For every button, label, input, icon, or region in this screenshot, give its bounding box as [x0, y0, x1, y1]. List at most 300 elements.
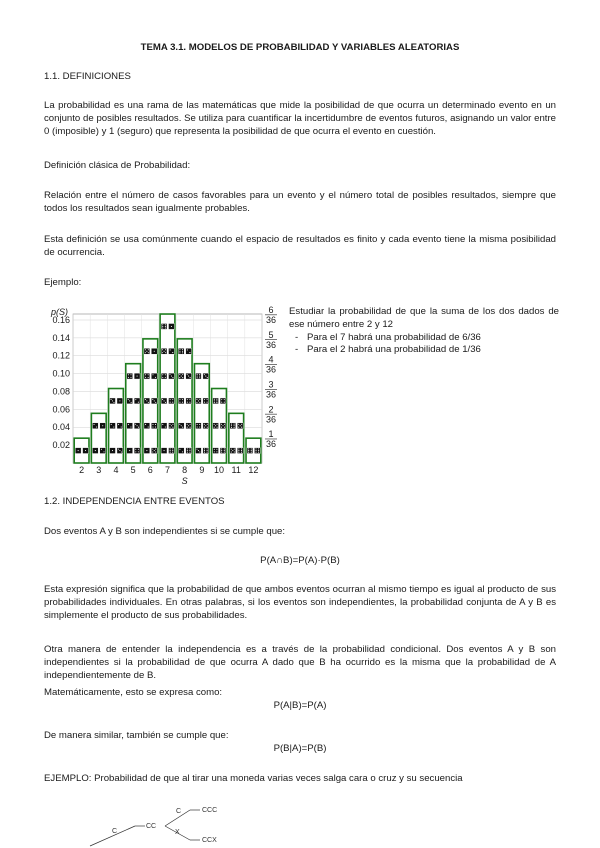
die-pip [221, 450, 222, 451]
die-face [134, 448, 140, 454]
die-pip [172, 402, 173, 403]
die-pip [248, 448, 249, 449]
die-face [220, 448, 226, 454]
right-fraction-num: 6 [268, 305, 274, 316]
die-face [237, 448, 243, 454]
die-pip [128, 424, 129, 425]
die-pip [216, 399, 217, 400]
die-pip [145, 374, 146, 375]
y-tick-label: 0.10 [52, 368, 70, 379]
die-pip [224, 450, 225, 451]
die-pip [214, 424, 215, 425]
die-pip [197, 377, 198, 378]
die-pip [154, 400, 155, 401]
die-pip [129, 450, 130, 451]
die-pip [165, 326, 166, 327]
example-bullet-2: - Para el 2 habrá una probabilidad de 1/36 [289, 344, 569, 357]
die-pip [214, 427, 215, 428]
die-pip [111, 424, 112, 425]
die-pip [170, 450, 171, 451]
die-pip [119, 450, 120, 451]
die-face [178, 398, 184, 404]
die-pip [221, 399, 222, 400]
die-pip [188, 376, 189, 377]
die-pip [241, 450, 242, 451]
die-pip [199, 402, 200, 403]
die-pip [164, 450, 165, 451]
die-pip [155, 427, 156, 428]
die-pip [221, 452, 222, 453]
bar-11 [229, 413, 244, 463]
die-pip [165, 374, 166, 375]
die-pip [222, 425, 223, 426]
die-pip [197, 376, 198, 377]
die-pip [121, 427, 122, 428]
paragraph-conditional-probability: Otra manera de entender la independencia es a través de la probabilidad condicional. Dos eventos A y B son independientes si la probabilidad de que ocurra A dado que B ha ocurrido es la misma que la probabilidad de A independientemente de B. [44, 644, 556, 681]
die-pip [121, 452, 122, 453]
die-pip [170, 402, 171, 403]
die-face [161, 373, 167, 379]
die-pip [137, 425, 138, 426]
die-pip [199, 399, 200, 400]
die-pip [221, 402, 222, 403]
x-tick-label: 6 [147, 465, 153, 475]
die-pip [238, 427, 239, 428]
die-pip [162, 328, 163, 329]
example-bullet-7: - Para el 7 habrá una probabilidad de 6/36 [289, 332, 569, 345]
die-pip [216, 451, 217, 452]
tree-label-c1: C [112, 828, 118, 835]
die-pip [154, 351, 155, 352]
die-pip [146, 450, 147, 451]
right-fraction-den: 36 [265, 339, 277, 350]
paragraph-independence-condition: Dos eventos A y B son independientes si se cumple que: [44, 526, 286, 537]
die-pip [204, 399, 205, 400]
die-pip [187, 427, 188, 428]
paragraph-finite-space: Esta definición se usa comúnmente cuando el espacio de resultados es finito y cada evento tiene la misma posibilidad de ocurrencia. [44, 234, 556, 258]
die-pip [85, 450, 86, 451]
die-pip [128, 374, 129, 375]
die-pip [216, 400, 217, 401]
die-pip [181, 376, 182, 377]
paragraph-similarly: De manera similar, también se cumple que: [44, 730, 229, 741]
y-tick-label: 0.02 [52, 440, 70, 451]
die-pip [172, 352, 173, 353]
die-pip [256, 450, 257, 451]
die-pip [162, 326, 163, 327]
die-pip [204, 452, 205, 453]
die-pip [187, 349, 188, 350]
die-pip [148, 377, 149, 378]
die-pip [179, 352, 180, 353]
die-pip [207, 424, 208, 425]
die-face [186, 348, 192, 354]
die-pip [199, 377, 200, 378]
die-pip [179, 424, 180, 425]
die-pip [256, 448, 257, 449]
die-pip [204, 424, 205, 425]
section-heading-independencia: 1.2. INDEPENDENCIA ENTRE EVENTOS [44, 496, 225, 507]
bar-3 [91, 413, 106, 463]
die-pip [258, 452, 259, 453]
paragraph-classic-definition-heading: Definición clásica de Probabilidad: [44, 160, 191, 171]
die-face [186, 448, 192, 454]
die-pip [214, 451, 215, 452]
die-pip [189, 402, 190, 403]
die-pip [135, 449, 136, 450]
die-pip [182, 349, 183, 350]
die-pip [179, 351, 180, 352]
document-title: TEMA 3.1. MODELOS DE PROBABILIDAD Y VARIABLES ALEATORIAS [140, 42, 460, 53]
die-pip [118, 424, 119, 425]
die-pip [148, 402, 149, 403]
die-pip [224, 402, 225, 403]
die-pip [169, 424, 170, 425]
die-pip [172, 427, 173, 428]
die-pip [188, 425, 189, 426]
die-pip [162, 377, 163, 378]
die-pip [221, 427, 222, 428]
die-pip [217, 424, 218, 425]
die-face [100, 448, 106, 454]
die-pip [138, 451, 139, 452]
x-tick-label: 8 [182, 465, 188, 475]
die-pip [240, 425, 241, 426]
die-face [186, 398, 192, 404]
die-face [161, 323, 167, 329]
die-pip [238, 424, 239, 425]
die-pip [148, 374, 149, 375]
die-pip [231, 427, 232, 428]
die-pip [182, 352, 183, 353]
die-pip [234, 424, 235, 425]
die-pip [197, 374, 198, 375]
die-pip [129, 400, 130, 401]
die-pip [217, 427, 218, 428]
die-pip [199, 427, 200, 428]
die-pip [182, 377, 183, 378]
right-fraction-den: 36 [265, 364, 277, 375]
die-pip [96, 427, 97, 428]
die-pip [214, 402, 215, 403]
die-pip [145, 399, 146, 400]
die-pip [130, 427, 131, 428]
die-pip [172, 452, 173, 453]
die-pip [182, 427, 183, 428]
die-pip [179, 377, 180, 378]
die-pip [93, 424, 94, 425]
die-pip [162, 324, 163, 325]
die-pip [170, 349, 171, 350]
die-pip [190, 377, 191, 378]
die-pip [204, 402, 205, 403]
die-pip [182, 351, 183, 352]
tree-label-ccx: CCX [202, 837, 217, 844]
die-pip [224, 452, 225, 453]
example-intro: Estudiar la probabilidad de que la suma de los dos dados de ese número entre 2 y 12 [289, 306, 559, 330]
die-pip [196, 449, 197, 450]
die-pip [189, 452, 190, 453]
x-axis-label: S [181, 476, 188, 486]
die-face [169, 398, 175, 404]
die-pip [155, 402, 156, 403]
die-pip [146, 400, 147, 401]
die-pip [207, 402, 208, 403]
tree-label-ccc: CCC [202, 807, 218, 814]
die-pip [118, 449, 119, 450]
die-pip [172, 448, 173, 449]
die-pip [155, 377, 156, 378]
die-face [203, 398, 209, 404]
die-pip [231, 424, 232, 425]
formula-intersection: P(A∩B)=P(A)·P(B) [260, 555, 340, 566]
die-pip [187, 450, 188, 451]
x-tick-label: 5 [130, 465, 136, 475]
die-face [213, 448, 219, 454]
paragraph-coin-example: EJEMPLO: Probabilidad de que al tirar una moneda varias veces salga cara o cruz y su secuencia [44, 773, 463, 784]
right-fraction-den: 36 [265, 389, 277, 400]
die-pip [172, 377, 173, 378]
die-pip [171, 425, 172, 426]
die-pip [241, 424, 242, 425]
die-pip [148, 352, 149, 353]
die-face [230, 423, 236, 429]
die-pip [145, 349, 146, 350]
die-pip [145, 424, 146, 425]
die-pip [179, 349, 180, 350]
die-pip [145, 377, 146, 378]
x-tick-label: 4 [113, 465, 119, 475]
die-pip [248, 450, 249, 451]
die-pip [199, 374, 200, 375]
x-tick-label: 2 [79, 465, 85, 475]
paragraph-mathematically: Matemáticamente, esto se expresa como: [44, 687, 223, 698]
die-pip [137, 376, 138, 377]
die-face [213, 398, 219, 404]
die-pip [190, 424, 191, 425]
y-tick-label: 0.06 [52, 404, 70, 415]
die-pip [231, 425, 232, 426]
die-pip [241, 452, 242, 453]
die-face [151, 373, 157, 379]
right-fraction-num: 5 [268, 329, 274, 340]
die-pip [135, 451, 136, 452]
die-face [169, 348, 175, 354]
right-fraction-den: 36 [265, 315, 277, 326]
y-tick-label: 0.14 [52, 332, 70, 343]
die-pip [165, 377, 166, 378]
right-fraction-den: 36 [265, 414, 277, 425]
die-pip [234, 425, 235, 426]
die-face [220, 398, 226, 404]
die-pip [113, 402, 114, 403]
die-pip [155, 452, 156, 453]
die-pip [205, 376, 206, 377]
tree-label-cc: CC [146, 823, 157, 830]
die-pip [187, 424, 188, 425]
die-pip [216, 449, 217, 450]
die-face [144, 423, 150, 429]
die-pip [238, 450, 239, 451]
die-pip [204, 427, 205, 428]
die-pip [138, 402, 139, 403]
paragraph-joint-probability: Esta expresión significa que la probabilidad de que ambos eventos ocurran al mismo tiempo es igual al producto de sus probabilidades individuales. En otras palabras, si los eventos son independientes, la probabilidad conjunta de A y B es simplemente el producto de sus probabilidades. [44, 584, 556, 621]
die-pip [241, 427, 242, 428]
die-pip [232, 450, 233, 451]
die-face [144, 373, 150, 379]
die-pip [207, 448, 208, 449]
right-fraction-num: 2 [268, 404, 274, 415]
die-pip [238, 452, 239, 453]
die-pip [238, 448, 239, 449]
x-tick-label: 9 [199, 465, 205, 475]
die-pip [130, 377, 131, 378]
die-pip [207, 377, 208, 378]
die-pip [112, 400, 113, 401]
y-tick-label: 0.16 [52, 314, 70, 325]
die-pip [102, 425, 103, 426]
die-pip [199, 452, 200, 453]
x-tick-label: 12 [248, 465, 259, 475]
die-pip [162, 352, 163, 353]
dice-sum-chart [40, 304, 285, 487]
coin-tree-diagram [80, 800, 260, 848]
die-pip [199, 376, 200, 377]
die-pip [207, 399, 208, 400]
die-pip [197, 427, 198, 428]
die-pip [182, 399, 183, 400]
die-pip [187, 374, 188, 375]
die-face [195, 373, 201, 379]
die-pip [207, 427, 208, 428]
die-pip [148, 427, 149, 428]
die-pip [170, 448, 171, 449]
x-tick-label: 3 [96, 465, 102, 475]
die-pip [162, 399, 163, 400]
die-pip [224, 427, 225, 428]
die-pip [165, 352, 166, 353]
die-pip [103, 451, 104, 452]
die-pip [152, 427, 153, 428]
die-pip [128, 377, 129, 378]
die-face [151, 423, 157, 429]
y-axis-label: p(S) [51, 307, 69, 317]
right-fraction-den: 36 [265, 439, 277, 450]
die-pip [197, 424, 198, 425]
die-pip [152, 449, 153, 450]
paragraph-example-label: Ejemplo: [44, 277, 82, 288]
die-pip [152, 452, 153, 453]
die-pip [119, 400, 120, 401]
die-pip [171, 326, 172, 327]
right-fraction-num: 4 [268, 354, 274, 365]
die-pip [165, 349, 166, 350]
die-pip [224, 424, 225, 425]
die-pip [215, 425, 216, 426]
die-pip [189, 448, 190, 449]
example-description [289, 306, 569, 357]
die-pip [138, 427, 139, 428]
die-pip [214, 399, 215, 400]
die-face [169, 448, 175, 454]
die-pip [172, 424, 173, 425]
die-pip [221, 424, 222, 425]
die-pip [165, 402, 166, 403]
die-pip [165, 328, 166, 329]
die-pip [198, 400, 199, 401]
die-pip [181, 425, 182, 426]
die-pip [113, 427, 114, 428]
die-pip [258, 450, 259, 451]
formula-a-given-b: P(A|B)=P(A) [273, 700, 327, 711]
die-pip [152, 399, 153, 400]
tree-label-c2: C [176, 808, 182, 815]
y-tick-label: 0.04 [52, 422, 70, 433]
die-pip [152, 374, 153, 375]
die-face [254, 448, 260, 454]
die-face [203, 448, 209, 454]
die-pip [165, 324, 166, 325]
die-pip [241, 448, 242, 449]
die-pip [207, 452, 208, 453]
die-pip [251, 450, 252, 451]
die-pip [251, 452, 252, 453]
die-pip [171, 376, 172, 377]
die-pip [196, 399, 197, 400]
die-pip [248, 452, 249, 453]
die-pip [256, 452, 257, 453]
die-pip [231, 452, 232, 453]
die-pip [179, 399, 180, 400]
die-pip [234, 449, 235, 450]
die-pip [216, 402, 217, 403]
die-pip [101, 449, 102, 450]
die-pip [204, 374, 205, 375]
die-pip [251, 448, 252, 449]
die-pip [154, 450, 155, 451]
section-heading-definiciones: 1.1. DEFINICIONES [44, 71, 131, 82]
die-face [161, 423, 167, 429]
die-pip [148, 349, 149, 350]
die-pip [162, 349, 163, 350]
die-pip [204, 450, 205, 451]
die-pip [224, 448, 225, 449]
die-pip [187, 448, 188, 449]
y-tick-label: 0.12 [52, 350, 70, 361]
die-pip [138, 449, 139, 450]
die-pip [258, 448, 259, 449]
die-pip [169, 427, 170, 428]
die-pip [164, 400, 165, 401]
die-pip [146, 351, 147, 352]
die-pip [179, 402, 180, 403]
die-pip [189, 352, 190, 353]
die-pip [189, 450, 190, 451]
die-face [127, 373, 133, 379]
die-pip [130, 374, 131, 375]
die-pip [199, 424, 200, 425]
die-pip [162, 424, 163, 425]
paragraph-probability-definition: La probabilidad es una rama de las matemáticas que mide la posibilidad de que ocurra un determinado evento en un conjunto de posibles resultados. Se utiliza para cuantificar la incertidumbre de eventos futuros, asignando un valor entre 0 (imposible) y 1 (seguro) que representa la posibilidad de que ocurra el evento en cuestión. [44, 100, 556, 137]
die-face [127, 423, 133, 429]
die-pip [170, 452, 171, 453]
die-face [134, 398, 140, 404]
die-face [117, 423, 123, 429]
die-face [92, 423, 98, 429]
die-pip [205, 425, 206, 426]
die-pip [187, 402, 188, 403]
die-pip [78, 450, 79, 451]
